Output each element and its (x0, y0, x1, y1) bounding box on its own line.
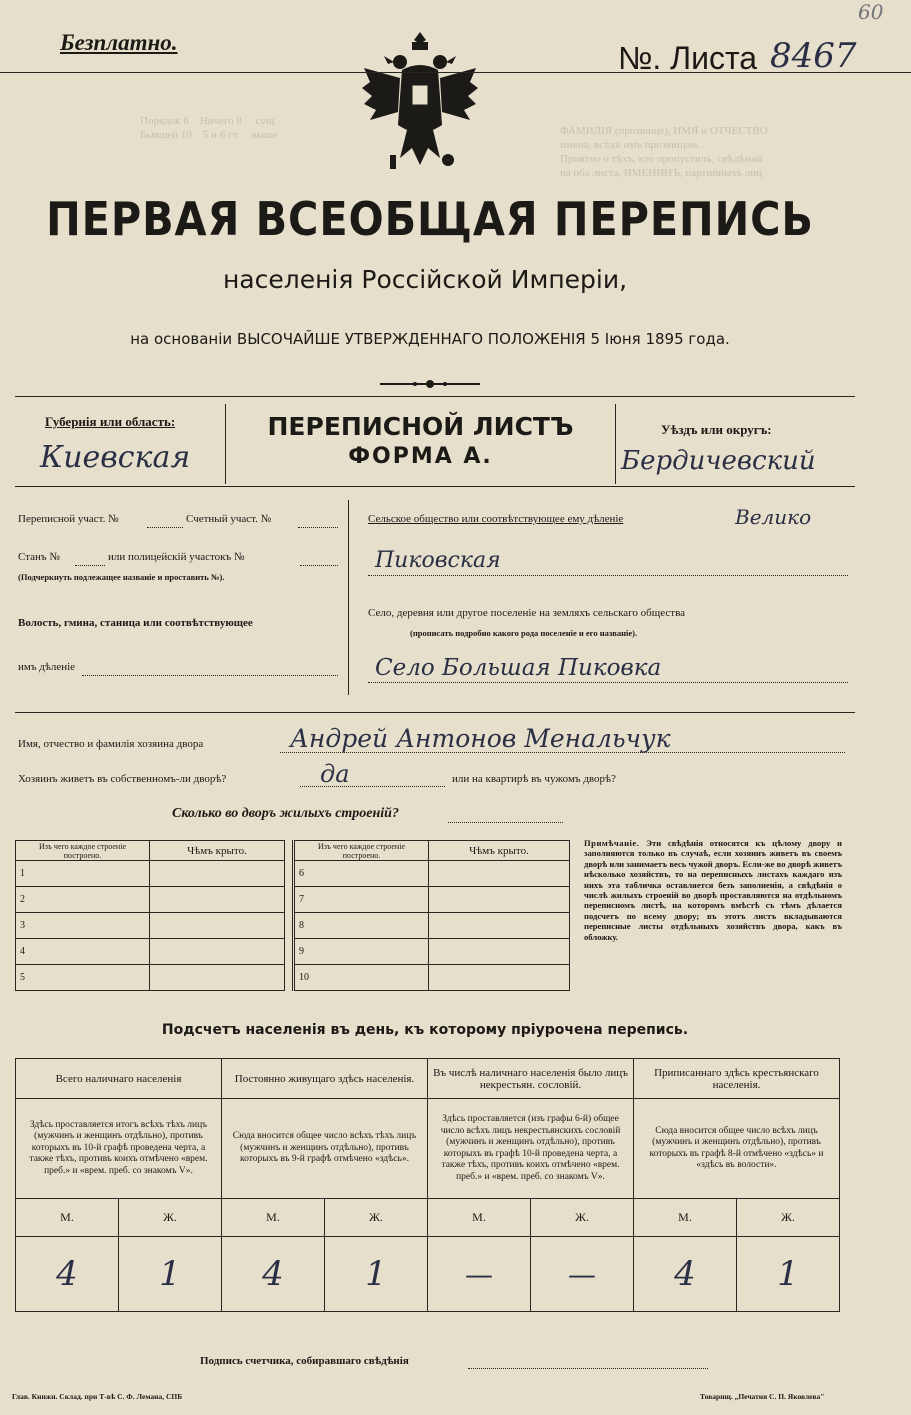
population-table (15, 1058, 840, 1312)
building-roof-cell[interactable] (429, 965, 570, 991)
pop-col-head: Постоянно живущаго здѣсь населенія. (222, 1059, 428, 1099)
signature-line[interactable] (468, 1368, 708, 1369)
census-basis: на основаніи ВЫСОЧАЙШЕ УТВЕРЖДЕННАГО ПОЛОЖЕНІЯ 5 Іюня 1895 года. (130, 330, 730, 348)
householder-lives-line[interactable] (300, 786, 445, 787)
province-box (20, 404, 226, 484)
reverse-side-bleed-2: Порядок 6 Ничего 8 сущ Бывшей 10 5 и 6 ст выше (140, 115, 278, 141)
pop-m-label: М. (16, 1199, 119, 1237)
pop-registered-male[interactable]: 4 (634, 1237, 737, 1312)
building-row-num: 8 (294, 913, 429, 939)
pop-m-label: М. (222, 1199, 325, 1237)
pop-col-note: Здѣсь проставляется итогъ всѣхъ тѣхъ лицъ (мужчинъ и женщинъ отдѣльно), противъ которыхъ въ 10-й графѣ проведена черта, а также тѣхъ, противъ коихъ отмѣчено «врем. преб.» и «врем. преб. со знакомъ V». (16, 1099, 222, 1199)
district-label: Уѣздъ или округъ: (661, 422, 772, 437)
pop-permanent-female[interactable]: 1 (325, 1237, 428, 1312)
pop-f-label: Ж. (737, 1199, 840, 1237)
form-subtitle: ФОРМА А. (348, 444, 493, 469)
pop-m-label: М. (634, 1199, 737, 1237)
building-row-num: 4 (16, 939, 150, 965)
householder-name-line[interactable] (280, 752, 845, 753)
pop-m-label: М. (428, 1199, 531, 1237)
building-roof-cell[interactable] (150, 939, 285, 965)
note-text: Эти свѣдѣнія относятся къ цѣлому двору и заполняются только въ случаѣ, если хозяинъ живетъ въ своемъ дворѣ или занимаетъ весь чужой дворъ. Если-же во дворѣ живетъ нѣсколько хозяйствъ, то на переписныхъ листахъ каждаго изъ нихъ эта табличка оставляется безъ заполненія, а свѣдѣнія о числѣ жилыхъ строеній во дворѣ проставляются на отдѣльномъ переписномъ листѣ, на которомъ вмѣстѣ съ тѣмъ дѣлается подсчетъ по всему двору; въ этотъ листъ вкладываются переписные листы отдѣльныхъ хозяйствъ двора, какъ въ обложку. (584, 838, 842, 942)
pop-permanent-male[interactable]: 4 (222, 1237, 325, 1312)
society-value-2: Пиковская (375, 548, 501, 573)
fields-divider (348, 500, 349, 695)
ornament-divider (380, 376, 480, 386)
pop-col-head: Всего наличнаго населенія (16, 1059, 222, 1099)
building-roof-cell[interactable] (429, 861, 570, 887)
volost-cont-label: имъ дѣленіе (18, 661, 76, 673)
building-row-num: 9 (294, 939, 429, 965)
volost-line[interactable] (82, 675, 338, 676)
building-row-num: 3 (16, 913, 150, 939)
census-title: ПЕРВАЯ ВСЕОБЩАЯ ПЕРЕПИСЬ (46, 192, 814, 246)
pop-f-label: Ж. (531, 1199, 634, 1237)
building-roof-cell[interactable] (150, 861, 285, 887)
building-row-num: 2 (16, 887, 150, 913)
police-section-line[interactable] (300, 565, 338, 566)
signature-label: Подпись счетчика, собиравшаго свѣдѣнія (200, 1355, 409, 1367)
stan-line[interactable] (75, 565, 105, 566)
building-row-num: 10 (294, 965, 429, 991)
society-value-1: Велико (735, 505, 812, 529)
buildings-col-roof: Чѣмъ крыто. (150, 841, 285, 861)
building-roof-cell[interactable] (150, 965, 285, 991)
building-roof-cell[interactable] (150, 887, 285, 913)
building-roof-cell[interactable] (150, 913, 285, 939)
pop-nonpeasant-male[interactable]: — (428, 1237, 531, 1312)
building-roof-cell[interactable] (429, 913, 570, 939)
fields-rule (15, 712, 855, 713)
district-box (615, 404, 856, 484)
village-label: Село, деревня или другое поселеніе на земляхъ сельскаго общества (368, 607, 686, 619)
building-roof-cell[interactable] (429, 887, 570, 913)
stan-note: (Подчеркнуть подлежащее названіе и проставить №). (18, 572, 225, 582)
pop-col-head: Въ числѣ наличнаго населенія было лицъ некрестьян. сословій. (428, 1059, 634, 1099)
pop-f-label: Ж. (325, 1199, 428, 1237)
pop-col-note: Сюда вносится общее число всѣхъ лицъ (мужчинъ и женщинъ отдѣльно), противъ которыхъ въ графѣ 8-й отмѣчено «здѣсь» и «здѣсь въ волости». (634, 1099, 840, 1199)
census-section-line[interactable] (147, 527, 183, 528)
form-rule (15, 486, 855, 487)
village-note: (прописать подробно какого рода поселеніе и его названіе). (410, 628, 638, 638)
census-section-label: Переписной участ. № (18, 513, 119, 525)
pop-registered-female[interactable]: 1 (737, 1237, 840, 1312)
building-roof-cell[interactable] (429, 939, 570, 965)
police-section-label: или полицейскій участокъ № (108, 551, 245, 563)
note-head: Примѣчаніе. (584, 838, 640, 848)
province-label: Губернія или область: (45, 414, 176, 429)
count-section-line[interactable] (298, 527, 338, 528)
village-line[interactable] (368, 682, 848, 683)
stan-label: Станъ № (18, 551, 60, 563)
corner-number: 60 (858, 0, 884, 24)
buildings-col-material: Изъ чего каждое строеніе построено. (294, 841, 429, 861)
volost-label: Волость, гмина, станица или соотвѣтствующее (18, 617, 253, 629)
householder-or-label: или на квартирѣ въ чужомъ дворѣ? (452, 773, 616, 785)
footer-printer-right: Товарищ. „Печатня С. П. Яковлева" (700, 1392, 825, 1401)
footer-printer-left: Глав. Книжн. Склад. при Т-вѣ С. Ф. Лемана, СПБ (12, 1392, 183, 1401)
pop-present-female[interactable]: 1 (119, 1237, 222, 1312)
census-subtitle: населенія Россійской Имперіи, (222, 265, 628, 294)
building-row-num: 1 (16, 861, 150, 887)
pop-present-male[interactable]: 4 (16, 1237, 119, 1312)
note-block (584, 838, 842, 942)
form-title: ПЕРЕПИСНОЙ ЛИСТЪ (267, 412, 574, 441)
buildings-table-right (292, 840, 570, 991)
count-section-label: Счетный участ. № (186, 513, 272, 525)
sheet-number-value: 8467 (770, 36, 857, 76)
district-value: Бердичевский (621, 446, 816, 476)
society-label: Сельское общество или соотвѣтствующее ему дѣленіе (368, 513, 624, 525)
pop-col-note: Здѣсь проставляется (изъ графы 6-й) общее число всѣхъ лицъ некрестьянскихъ сословій (мужчинъ и женщинъ отдѣльно), противъ которыхъ въ графѣ 10-й проведена черта, а также тѣхъ, противъ коихъ отмѣчено «врем. преб.» и «врем. преб. со знакомъ V». (428, 1099, 634, 1199)
header-rule (0, 72, 911, 73)
free-of-charge-label: Безплатно. (60, 30, 178, 55)
village-value: Село Большая Пиковка (375, 655, 662, 681)
householder-lives-value: да (320, 760, 350, 788)
buildings-col-roof: Чѣмъ крыто. (429, 841, 570, 861)
title-rule (15, 396, 855, 397)
buildings-table-left (15, 840, 285, 991)
pop-col-note: Сюда вносится общее число всѣхъ тѣхъ лицъ (мужчинъ и женщинъ отдѣльно), противъ которыхъ въ 9-й графѣ отмѣчено «здѣсь». (222, 1099, 428, 1199)
building-row-num: 5 (16, 965, 150, 991)
double-headed-eagle-emblem (360, 30, 480, 180)
pop-nonpeasant-female[interactable]: — (531, 1237, 634, 1312)
sheet-number-label: №. Листа (618, 40, 758, 76)
building-row-num: 6 (294, 861, 429, 887)
population-title: Подсчетъ населенія въ день, къ которому пріурочена перепись. (161, 1022, 689, 1038)
buildings-question: Сколько во дворъ жилыхъ строеній? (172, 806, 399, 821)
pop-f-label: Ж. (119, 1199, 222, 1237)
reverse-side-bleed: ФАМИЛІЯ (прозвище), ИМЯ и ОТЧЕСТВО имена, всѣхъ имъ прозвищам. Приятно о тѣхъ, кто пропустилъ, свѣдѣний на оба листа, ИМЕНИНЪ, партийныхъ лиц (560, 125, 768, 179)
province-value: Киевская (40, 440, 191, 475)
society-line[interactable] (368, 575, 848, 576)
pop-col-head: Приписаннаго здѣсь крестьянскаго населенія. (634, 1059, 840, 1099)
buildings-col-material: Изъ чего каждое строеніе построено. (16, 841, 150, 861)
building-row-num: 7 (294, 887, 429, 913)
buildings-count-line[interactable] (448, 822, 563, 823)
householder-name-label: Имя, отчество и фамилія хозяина двора (18, 738, 204, 750)
householder-lives-label: Хозяинъ живетъ въ собственномъ-ли дворѣ? (18, 773, 227, 785)
householder-name-value: Андрей Антонов Менальчук (290, 724, 671, 753)
